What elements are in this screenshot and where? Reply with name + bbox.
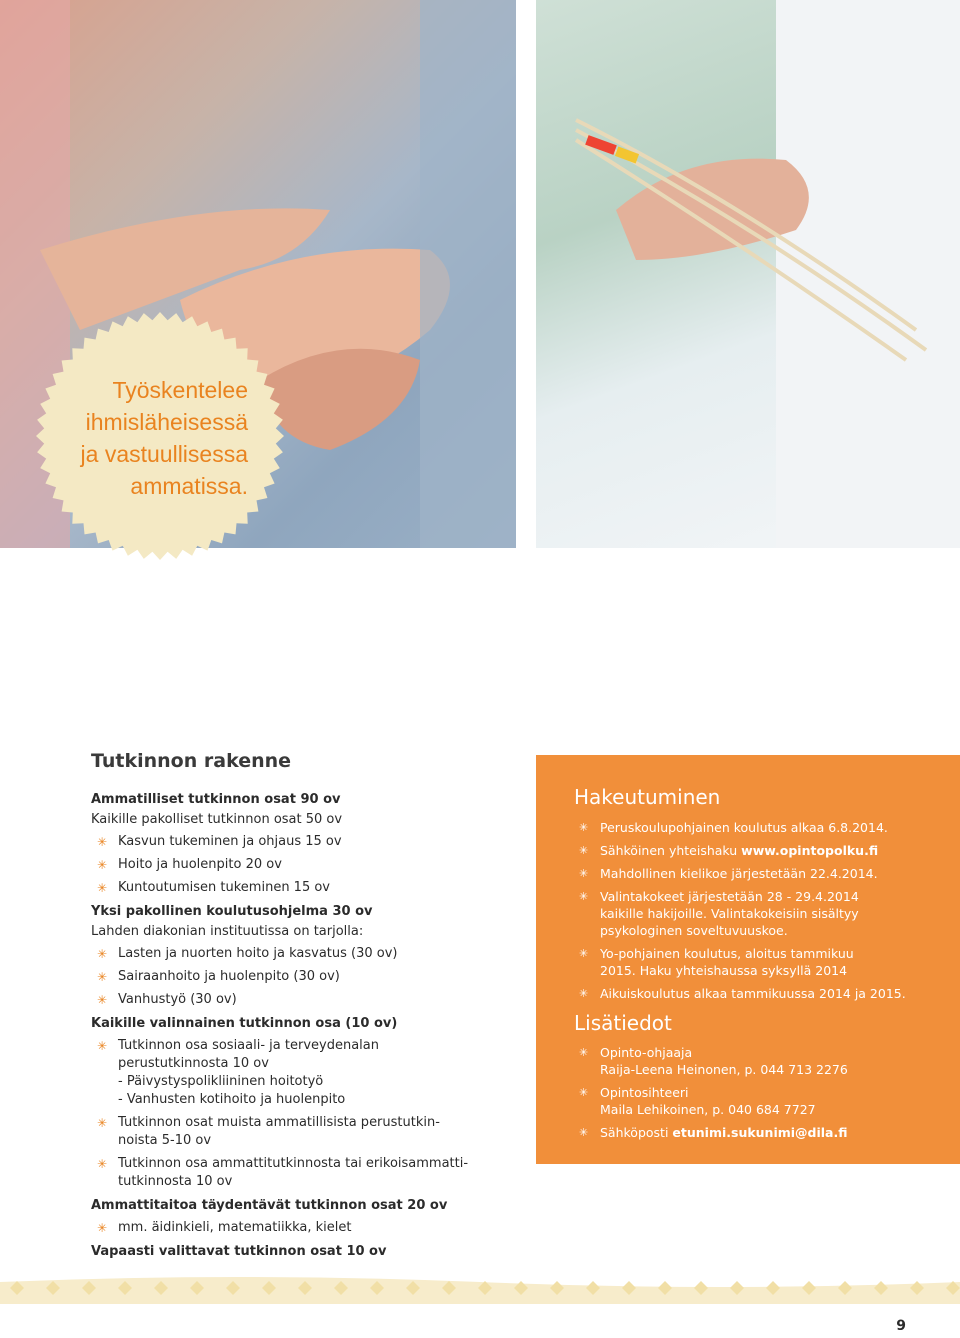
applying-list: [574, 819, 944, 1008]
page-number: 9: [896, 1318, 906, 1334]
info-title: Lisätiedot: [574, 1011, 672, 1035]
info-list: [574, 1044, 944, 1147]
list-item: ✳ Lasten ja nuorten hoito ja kasvatus (30 ov): [97, 946, 398, 961]
structure-line: Vapaasti valittavat tutkinnon osat 10 ov: [91, 1244, 387, 1259]
list-item: ✳ Kasvun tukeminen ja ohjaus 15 ov: [97, 834, 342, 849]
list-item: ✳ Hoito ja huolenpito 20 ov: [97, 857, 282, 872]
list-programmes: [91, 945, 511, 1009]
email-link[interactable]: etunimi.sukunimi@dila.fi: [672, 1125, 848, 1140]
star-bullet-icon: ✳: [97, 1221, 108, 1235]
applying-title: Hakeutuminen: [574, 785, 721, 809]
star-bullet-icon: ✳: [97, 835, 108, 849]
list-item: ✳ Tutkinnon osa ammattitutkinnosta tai erikoisammatti- tutkinnosta 10 ov: [97, 1156, 469, 1189]
badge-slogan: [36, 374, 248, 502]
list-item: ✳ Peruskoulupohjainen koulutus alkaa 6.8.2014.: [579, 820, 888, 835]
list-item: ✳ Aikuiskoulutus alkaa tammikuussa 2014 ja 2015.: [579, 986, 906, 1001]
opintopolku-link[interactable]: www.opintopolku.fi: [741, 843, 879, 858]
star-bullet-icon: ✳: [97, 970, 108, 984]
star-bullet-icon: ✳: [579, 867, 589, 880]
badge-line: ammatissa.: [130, 473, 248, 499]
star-bullet-icon: ✳: [579, 947, 589, 960]
list-item: ✳ Sähköposti etunimi.sukunimi@dila.fi: [579, 1125, 848, 1140]
star-bullet-icon: ✳: [97, 858, 108, 872]
section-title: Tutkinnon rakenne: [91, 750, 292, 772]
star-bullet-icon: ✳: [579, 890, 589, 903]
footer-wave: [0, 1277, 960, 1304]
list-item: ✳ Valintakokeet järjestetään 28 - 29.4.2014 kaikille hakijoille. Valintakokeisiin sisältyy psykologinen soveltuvuuskoe.: [579, 889, 859, 938]
star-bullet-icon: ✳: [579, 1086, 589, 1099]
star-bullet-icon: ✳: [579, 844, 589, 857]
list-supplementary: [91, 1219, 511, 1237]
star-bullet-icon: ✳: [97, 881, 108, 895]
star-bullet-icon: ✳: [579, 987, 589, 1000]
structure-line: Kaikille pakolliset tutkinnon osat 50 ov: [91, 812, 343, 827]
decorative-diamond-band: [0, 1268, 960, 1304]
star-bullet-icon: ✳: [579, 821, 589, 834]
star-bullet-icon: ✳: [97, 1116, 108, 1130]
application-info-box: [536, 755, 960, 1164]
list-item: ✳ mm. äidinkieli, matematiikka, kielet: [97, 1220, 352, 1235]
badge-line: Työskentelee: [112, 377, 248, 403]
degree-structure: [91, 750, 511, 1262]
star-bullet-icon: ✳: [97, 1039, 108, 1053]
list-optional: [91, 1037, 511, 1191]
badge-line: ja vastuullisessa: [80, 441, 248, 467]
badge-line: ihmisläheisessä: [85, 409, 248, 435]
star-bullet-icon: ✳: [579, 1126, 589, 1139]
star-bullet-icon: ✳: [579, 1046, 589, 1059]
structure-line: Ammatilliset tutkinnon osat 90 ov: [91, 792, 341, 807]
photo-nurse-with-cables: [536, 0, 960, 548]
star-bullet-icon: ✳: [97, 1157, 108, 1171]
list-item: ✳ Opintosihteeri Maila Lehikoinen, p. 040 684 7727: [579, 1085, 816, 1117]
list-mandatory: [91, 833, 511, 897]
list-item: ✳ Kuntoutumisen tukeminen 15 ov: [97, 880, 331, 895]
list-item: ✳ Mahdollinen kielikoe järjestetään 22.4.2014.: [579, 866, 878, 881]
star-bullet-icon: ✳: [97, 947, 108, 961]
list-item: ✳ Tutkinnon osat muista ammatillisista perustutkin- noista 5-10 ov: [97, 1115, 440, 1148]
list-item: ✳ Yo-pohjainen koulutus, aloitus tammikuu 2015. Haku yhteishaussa syksyllä 2014: [579, 946, 854, 978]
structure-line: Kaikille valinnainen tutkinnon osa (10 ov): [91, 1016, 398, 1031]
structure-line: Yksi pakollinen koulutusohjelma 30 ov: [91, 904, 373, 919]
structure-line: Ammattitaitoa täydentävät tutkinnon osat 20 ov: [91, 1198, 448, 1213]
list-item: ✳ Sairaanhoito ja huolenpito (30 ov): [97, 969, 340, 984]
list-item: ✳ Tutkinnon osa sosiaali- ja terveydenalan perustutkinnosta 10 ov - Päivystyspolikliininen hoitotyö - Vanhusten kotihoito ja huolenpito: [97, 1038, 379, 1107]
list-item: ✳ Vanhustyö (30 ov): [97, 992, 237, 1007]
star-bullet-icon: ✳: [97, 993, 108, 1007]
structure-line: Lahden diakonian instituutissa on tarjolla:: [91, 924, 364, 939]
list-item: ✳ Opinto-ohjaaja Raija-Leena Heinonen, p. 044 713 2276: [579, 1045, 848, 1077]
list-item: ✳ Sähköinen yhteishaku www.opintopolku.fi: [579, 843, 879, 858]
